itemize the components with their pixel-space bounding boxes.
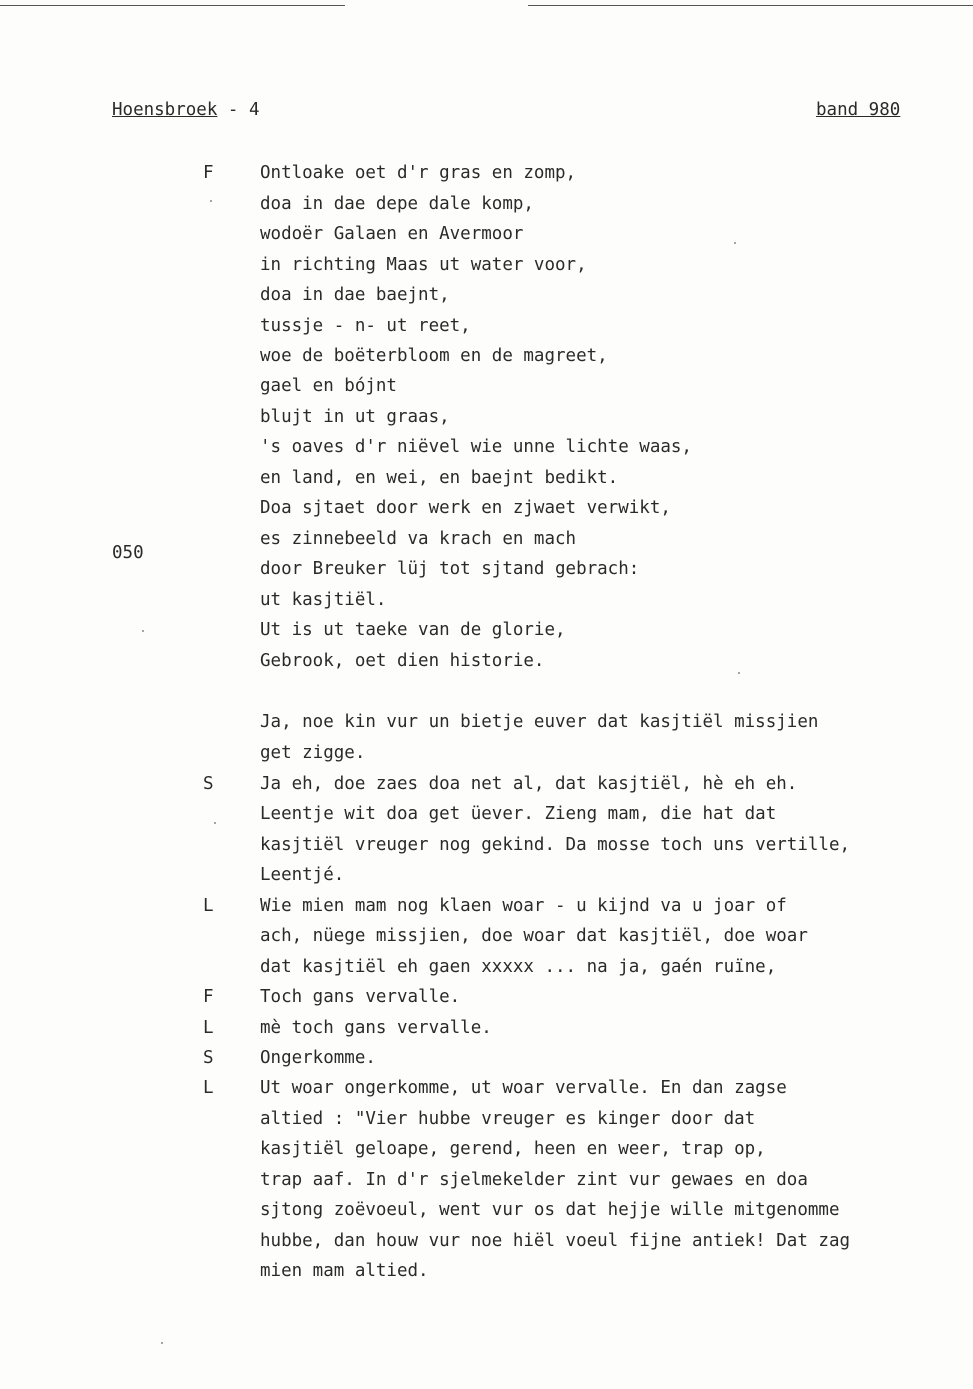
- dialogue-line: ach, nüege missjien, doe woar dat kasjtiël, doe woar: [260, 926, 808, 946]
- poem-line: in richting Maas ut water voor,: [260, 255, 587, 275]
- poem-line: en land, en wei, en baejnt bedikt.: [260, 468, 619, 488]
- scan-speck: [214, 822, 216, 824]
- dialogue-line: dat kasjtiël eh gaen xxxxx ... na ja, gaén ruïne,: [260, 957, 777, 977]
- dialogue-line: Leentjé.: [260, 865, 345, 885]
- dialogue-line: Toch gans vervalle.: [260, 987, 461, 1007]
- dialogue-line: Ja eh, doe zaes doa net al, dat kasjtiël, hè eh eh.: [260, 774, 798, 794]
- speaker-label: L: [203, 1078, 214, 1098]
- dialogue-line: Ut woar ongerkomme, ut woar vervalle. En dan zagse: [260, 1078, 787, 1098]
- poem-line: Doa sjtaet door werk en zjwaet verwikt,: [260, 498, 671, 518]
- poem-line: tussje - n- ut reet,: [260, 316, 471, 336]
- top-rule-right: [528, 5, 973, 6]
- dialogue-line: altied : "Vier hubbe vreuger es kinger door dat: [260, 1109, 756, 1129]
- speaker-label: S: [203, 1048, 214, 1068]
- dialogue-line: trap aaf. In d'r sjelmekelder zint vur gewaes en doa: [260, 1170, 808, 1190]
- poem-line: ut kasjtiël.: [260, 590, 387, 610]
- poem-line: 's oaves d'r niëvel wie unne lichte waas,: [260, 437, 692, 457]
- top-rule-left: [0, 5, 345, 6]
- header-place: Hoensbroek: [112, 100, 218, 120]
- poem-line: Ut is ut taeke van de glorie,: [260, 620, 566, 640]
- tape-number: band 980: [816, 100, 901, 120]
- dialogue-line: Leentje wit doa get üever. Zieng mam, die hat dat: [260, 804, 777, 824]
- margin-number: 050: [112, 543, 144, 563]
- dialogue-line: Wie mien mam nog klaen woar - u kijnd va u joar of: [260, 896, 787, 916]
- dialogue-line: get zigge.: [260, 743, 366, 763]
- scan-speck: [142, 630, 144, 632]
- poem-line: door Breuker lüj tot sjtand gebrach:: [260, 559, 640, 579]
- scan-speck: [210, 200, 212, 202]
- poem-speaker: F: [203, 163, 214, 183]
- scan-speck: [734, 242, 736, 244]
- poem-line: Gebrook, oet dien historie.: [260, 651, 545, 671]
- dialogue-line: mien mam altied.: [260, 1261, 429, 1281]
- poem-line: es zinnebeeld va krach en mach: [260, 529, 577, 549]
- dialogue-line: hubbe, dan houw vur noe hiël voeul fijne antiek! Dat zag: [260, 1231, 851, 1251]
- speaker-label: L: [203, 1018, 214, 1038]
- scan-speck: [161, 1342, 163, 1344]
- poem-line: doa in dae depe dale komp,: [260, 194, 534, 214]
- dialogue-line: kasjtiël geloape, gerend, heen en weer, trap op,: [260, 1139, 766, 1159]
- dialogue-line: sjtong zoëvoeul, went vur os dat hejje wille mitgenomme: [260, 1200, 840, 1220]
- page-header: [112, 100, 260, 120]
- poem-line: gael en bójnt: [260, 376, 397, 396]
- speaker-label: L: [203, 896, 214, 916]
- poem-line: doa in dae baejnt,: [260, 285, 450, 305]
- speaker-label: F: [203, 987, 214, 1007]
- dialogue-line: Ongerkomme.: [260, 1048, 376, 1068]
- dialogue-line: kasjtiël vreuger nog gekind. Da mosse toch uns vertille,: [260, 835, 851, 855]
- poem-line: wodoër Galaen en Avermoor: [260, 224, 524, 244]
- dialogue-line: mè toch gans vervalle.: [260, 1018, 492, 1038]
- header-page-number: - 4: [217, 100, 260, 120]
- poem-line: blujt in ut graas,: [260, 407, 450, 427]
- dialogue-line: Ja, noe kin vur un bietje euver dat kasjtiël missjien: [260, 712, 819, 732]
- poem-line: woe de boëterbloom en de magreet,: [260, 346, 608, 366]
- scan-speck: [738, 672, 740, 674]
- speaker-label: S: [203, 774, 214, 794]
- poem-line: Ontloake oet d'r gras en zomp,: [260, 163, 577, 183]
